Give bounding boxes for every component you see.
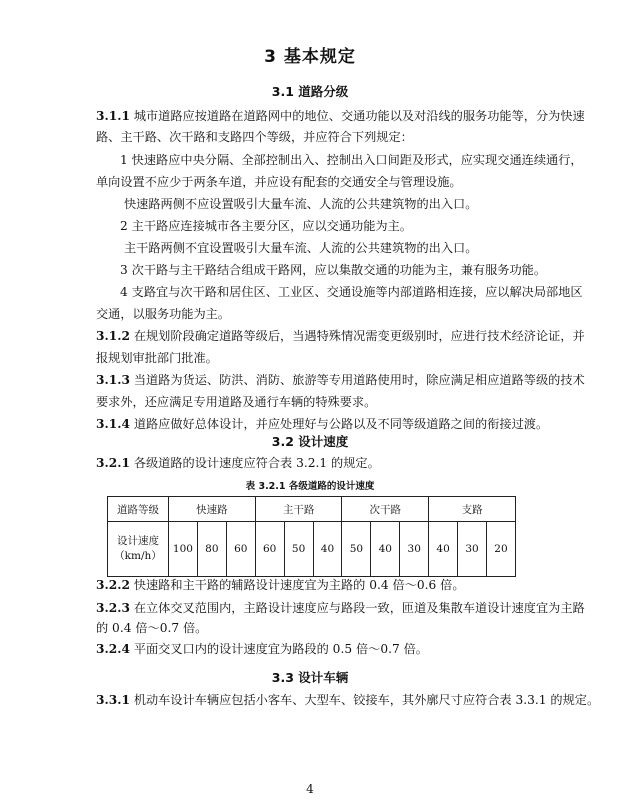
speed-cell: 40 [371,522,400,577]
clause-3-1-1-line-2: 路、主干路、次干路和支路四个等级，并应符合下列规定： [96,130,413,144]
clause-text: 城市道路应按道路在道路网中的地位、交通功能以及对沿线的服务功能等，分为快速 [133,109,585,123]
clause-text: 在立体交叉范围内，主路设计速度应与路段一致，匝道及集散车道设计速度宜为主路 [133,601,585,615]
item-2-line-2: 主干路两侧不宜设置吸引大量车流、人流的公共建筑物的出入口。 [124,241,478,255]
speed-cell: 50 [284,522,313,577]
item-4-line-1: 4 支路宜与次干路和居住区、工业区、交通设施等内部道路相连接，应以解决局部地区 [120,285,583,299]
clause-number: 3.1.4 [96,417,130,431]
speed-cell: 60 [226,522,255,577]
clause-3-2-1-line-1 [96,455,540,471]
item-4-line-2: 交通，以服务功能为主。 [96,307,231,321]
speed-cell: 30 [400,522,429,577]
section-title-3-3: 3.3 设计车辆 [271,670,349,685]
item-1-line-3: 快速路两侧不应设置吸引大量车流、人流的公共建筑物的出入口。 [124,197,478,211]
clause-number: 3.2.3 [96,601,130,615]
clause-number: 3.3.1 [96,693,130,707]
clause-3-2-2-line-1 [96,577,540,593]
item-1-line-2: 单向设置不应少于两条车道，并应设有配套的交通安全与管理设施。 [96,175,462,189]
clause-number: 3.2.4 [96,642,130,656]
clause-3-1-4-line-1 [96,416,549,432]
clause-3-1-1-line-1 [96,108,585,124]
section-title-3-2: 3.2 设计速度 [271,434,349,449]
clause-number: 3.2.2 [96,578,130,592]
clause-3-2-3-line-1 [96,600,585,616]
speed-cell: 40 [429,522,458,577]
clause-text: 当道路为货运、防洪、消防、旅游等专用道路使用时，除应满足相应道路等级的技术 [133,373,585,387]
clause-number: 3.1.1 [96,109,130,123]
clause-3-2-4-line-1 [96,641,540,657]
speed-cell: 60 [255,522,284,577]
row-label-line-2: （km/h） [114,550,162,562]
grade-cell-expressway: 快速路 [169,497,256,522]
grade-cell-branch: 支路 [429,497,516,522]
grade-cell-sub-arterial: 次干路 [342,497,429,522]
clause-3-1-3-line-1 [96,372,585,388]
header-label-cell: 道路等级 [108,497,169,522]
page-number: 4 [306,782,314,796]
clause-3-1-3-line-2: 要求外，还应满足专用道路及通行车辆的特殊要求。 [96,395,377,409]
clause-number: 3.1.3 [96,373,130,387]
table-speed-row [108,522,516,577]
clause-3-1-2-line-2: 报规划审批部门批准。 [96,351,218,365]
clause-text: 在规划阶段确定道路等级后，当遇特殊情况需变更级别时，应进行技术经济论证，并 [133,329,585,343]
item-1-line-1: 1 快速路应中央分隔、全部控制出入、控制出入口间距及形式，应实现交通连续通行， [120,153,583,167]
clause-3-1-2-line-1 [96,328,585,344]
speed-cell: 30 [458,522,487,577]
row-label-line-1: 设计速度 [117,535,159,547]
design-speed-table [107,496,516,577]
chapter-title: 3 基本规定 [264,47,356,67]
grade-cell-arterial: 主干路 [255,497,342,522]
clause-text: 各级道路的设计速度应符合表 3.2.1 的规定。 [133,456,380,470]
clause-3-3-1-line-1 [96,692,600,708]
item-3-line-1: 3 次干路与主干路结合组成干路网，应以集散交通的功能为主，兼有服务功能。 [120,263,547,277]
table-caption: 表 3.2.1 各级道路的设计速度 [245,481,375,492]
clause-text: 快速路和主干路的辅路设计速度宜为主路的 0.4 倍～0.6 倍。 [133,578,465,592]
speed-cell: 100 [169,522,198,577]
speed-cell: 50 [342,522,371,577]
item-2-line-1: 2 主干路应连接城市各主要分区，应以交通功能为主。 [120,219,412,233]
speed-cell: 40 [313,522,342,577]
speed-cell: 80 [197,522,226,577]
speed-cell: 20 [486,522,515,577]
clause-text: 平面交叉口内的设计速度宜为路段的 0.5 倍～0.7 倍。 [133,642,428,656]
clause-text: 道路应做好总体设计，并应处理好与公路以及不同等级道路之间的衔接过渡。 [133,417,549,431]
clause-text: 机动车设计车辆应包括小客车、大型车、铰接车，其外廓尺寸应符合表 3.3.1 的规定。 [133,693,600,707]
clause-number: 3.1.2 [96,329,130,343]
clause-3-2-3-line-2: 的 0.4 倍～0.7 倍。 [96,621,208,635]
clause-number: 3.2.1 [96,456,130,470]
section-title-3-1: 3.1 道路分级 [271,84,349,99]
row-label-cell [108,522,169,577]
table-header-row [108,497,516,522]
